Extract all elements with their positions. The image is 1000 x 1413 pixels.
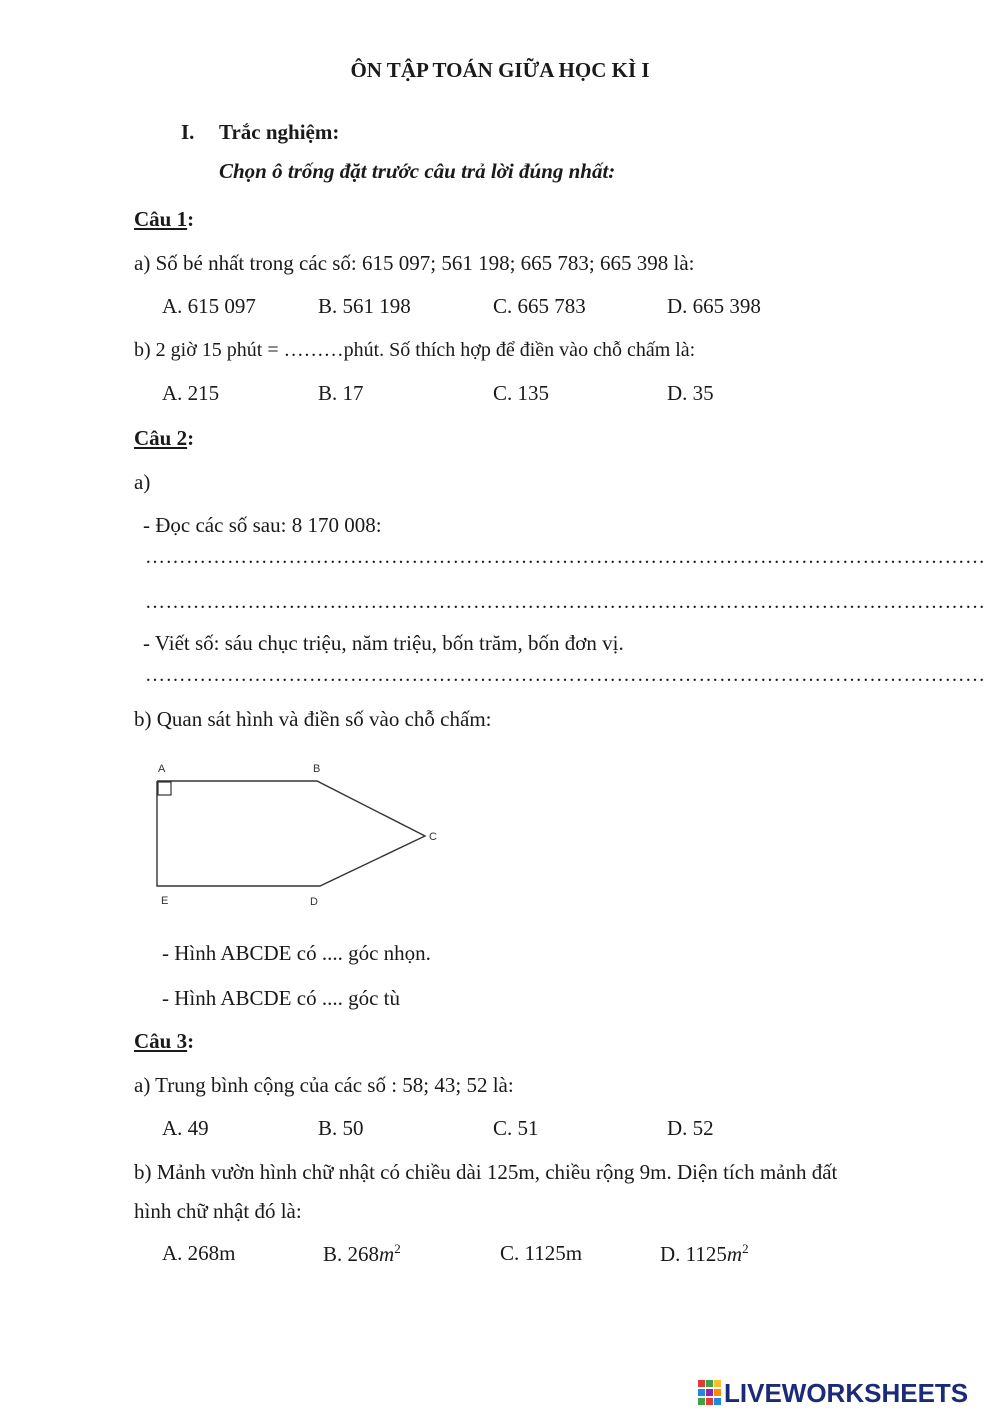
question-3a-text: a) Trung bình cộng của các số : 58; 43; 52 là: bbox=[134, 1073, 514, 1097]
q1a-option-c[interactable]: C. 665 783 bbox=[493, 294, 586, 318]
question-1-label: Câu 1: bbox=[134, 207, 195, 231]
q3b-option-c[interactable]: C. 1125m bbox=[500, 1241, 583, 1265]
q1b-option-b[interactable]: B. 17 bbox=[318, 381, 364, 405]
question-2b-line1: - Hình ABCDE có .... góc nhọn. bbox=[162, 941, 431, 965]
answer-line-2[interactable]: …………………………………………………………………………………………………………… bbox=[145, 591, 986, 613]
q1a-option-a[interactable]: A. 615 097 bbox=[162, 294, 256, 318]
question-1a-text: a) Số bé nhất trong các số: 615 097; 561 198; 665 783; 665 398 là: bbox=[134, 251, 695, 275]
question-2b-line2: - Hình ABCDE có .... góc tù bbox=[162, 986, 400, 1010]
q3a-option-d[interactable]: D. 52 bbox=[667, 1116, 714, 1140]
question-3b-text-line1: b) Mảnh vườn hình chữ nhật có chiều dài 125m, chiều rộng 9m. Diện tích mảnh đất bbox=[134, 1160, 838, 1184]
question-2b-text: b) Quan sát hình và điền số vào chỗ chấm: bbox=[134, 707, 492, 731]
q3a-option-c[interactable]: C. 51 bbox=[493, 1116, 539, 1140]
q3a-option-b[interactable]: B. 50 bbox=[318, 1116, 364, 1140]
q1a-option-d[interactable]: D. 665 398 bbox=[667, 294, 761, 318]
q1b-option-d[interactable]: D. 35 bbox=[667, 381, 714, 405]
question-3-label: Câu 3: bbox=[134, 1029, 195, 1053]
question-1b-text: b) 2 giờ 15 phút = ………phút. Số thích hợp để điền vào chỗ chấm là: bbox=[134, 339, 696, 361]
section-instruction: Chọn ô trống đặt trước câu trả lời đúng nhất: bbox=[219, 159, 616, 183]
liveworksheets-logo-mark bbox=[698, 1380, 722, 1406]
q3a-option-a[interactable]: A. 49 bbox=[162, 1116, 209, 1140]
page-title: ÔN TẬP TOÁN GIỮA HỌC KÌ I bbox=[350, 58, 650, 82]
question-2-label: Câu 2: bbox=[134, 426, 195, 450]
vertex-label-b: B bbox=[313, 763, 321, 775]
vertex-label-d: D bbox=[310, 896, 318, 908]
q1a-option-b[interactable]: B. 561 198 bbox=[318, 294, 411, 318]
answer-line-3[interactable]: …………………………………………………………………………………………………………… bbox=[145, 664, 986, 686]
right-angle-mark bbox=[158, 782, 171, 795]
question-3b-text-line2: hình chữ nhật đó là: bbox=[134, 1199, 302, 1223]
q3b-option-d[interactable]: D. $1125m^2$ bbox=[660, 1241, 749, 1266]
vertex-label-e: E bbox=[161, 895, 169, 907]
answer-line-1[interactable]: …………………………………………………………………………………………………………… bbox=[145, 546, 986, 568]
q1b-option-c[interactable]: C. 135 bbox=[493, 381, 550, 405]
pentagon-outline bbox=[157, 781, 425, 886]
section-numeral: I. bbox=[181, 120, 195, 144]
pentagon-figure bbox=[150, 755, 450, 915]
question-2a-label: a) bbox=[134, 470, 151, 494]
q3b-option-b[interactable]: B. $268m^2$ bbox=[323, 1241, 401, 1266]
vertex-label-a: A bbox=[158, 763, 166, 775]
question-2a-read: - Đọc các số sau: 8 170 008: bbox=[143, 513, 382, 537]
section-heading: Trắc nghiệm: bbox=[219, 120, 340, 144]
liveworksheets-logo bbox=[698, 1378, 968, 1408]
q3b-option-a[interactable]: A. 268m bbox=[162, 1241, 236, 1265]
q1b-option-a[interactable]: A. 215 bbox=[162, 381, 220, 405]
vertex-label-c: C bbox=[429, 831, 437, 843]
liveworksheets-logo-text: LIVEWORKSHEETS bbox=[724, 1377, 969, 1408]
question-2a-write: - Viết số: sáu chục triệu, năm triệu, bốn trăm, bốn đơn vị. bbox=[143, 631, 624, 655]
